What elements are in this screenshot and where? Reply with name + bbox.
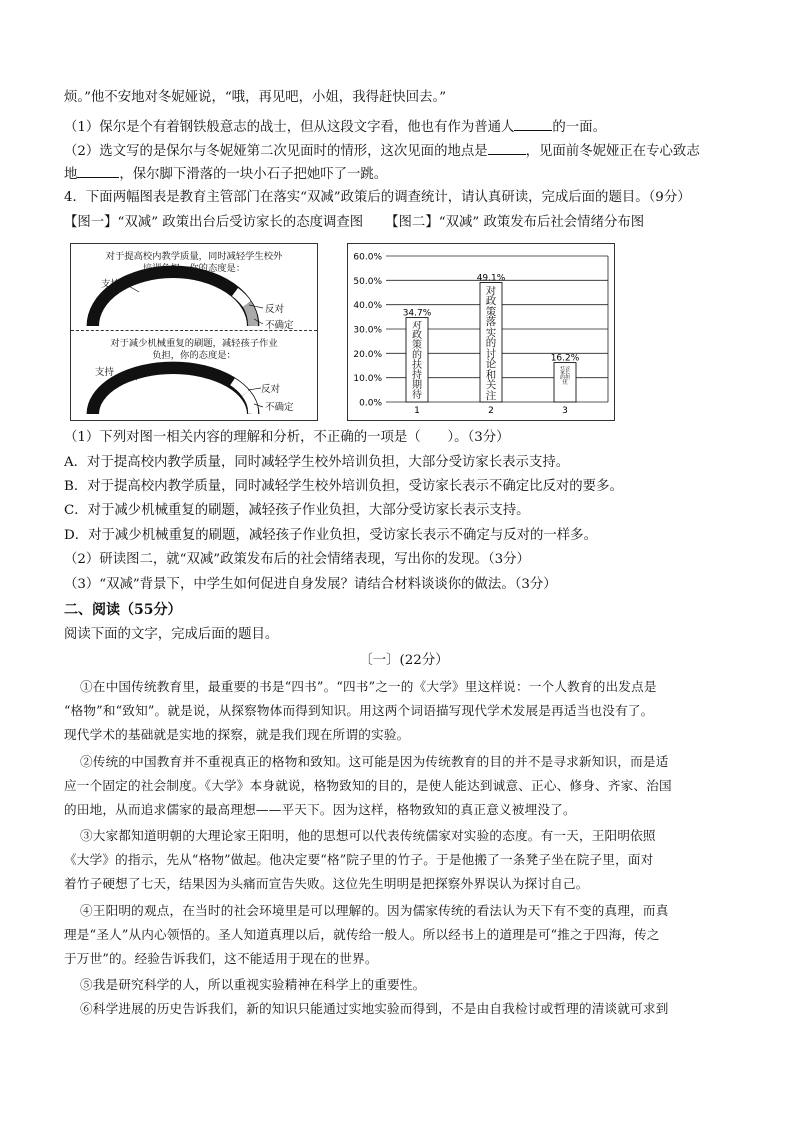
figure-1-title: 【图一】“双减” 政策出台后受访家长的态度调查图 <box>64 215 364 230</box>
bar-text: 对政策的扶持期待 <box>411 320 423 401</box>
label-oppose-1: 反对 <box>265 304 285 315</box>
y-tick-label: 30.0% <box>353 325 382 336</box>
paragraph-1-line-1: ①在中国传统教育里，最重要的书是“四书”。“四书”之一的《大学》里这样说：一个人教育的出发点是 <box>80 679 657 694</box>
figure-1-divider <box>71 330 317 331</box>
question-1: （1）保尔是个有着钢铁般意志的战士，但从这段文字看，他也有作为普通人 的一面。 <box>64 116 744 138</box>
bar-text: 对政策落实的讨论和关注 <box>485 285 497 401</box>
paragraph-4-line-1: ④王阳明的观点，在当时的社会环境里是可以理解的。因为儒家传统的看法认为天下有不变的真理，而真 <box>80 903 669 918</box>
section-2-heading: 二、阅读（55分） <box>64 602 182 618</box>
text-line-1: 烦。”他不安地对冬妮娅说，“哦，再见吧，小姐，我得赶快回去。” <box>64 90 447 105</box>
figure-2-title: 【图二】“双减” 政策发布后社会情绪分布图 <box>385 215 645 230</box>
figure-1-question-2-line-1: 对于减少机械重复的刷题，减轻孩子作业 <box>110 338 278 349</box>
figure-1-question-2-line-2: 负担，你的态度是： <box>152 350 236 361</box>
paragraph-1-line-2: “格物”和“致知”。就是说，从探察物体而得到知识。用这两个词语描写现代学术发展是再适当也没有了。 <box>64 703 654 718</box>
paragraph-3-line-1: ③大家都知道明朝的大理论家王阳明，他的思想可以代表传统儒家对实验的态度。有一天，王阳明依照 <box>80 828 656 843</box>
paragraph-2-line-1: ②传统的中国教育并不重视真正的格物和致知。这可能是因为传统教育的目的并不是寻求新知识，而是适 <box>80 754 669 769</box>
label-support-1: 支持 <box>101 279 121 290</box>
figure-1-attitude-survey <box>70 243 318 421</box>
reading-intro: 阅读下面的文字，完成后面的题目。 <box>64 627 279 642</box>
x-tick-label: 2 <box>488 406 494 416</box>
paragraph-2-line-2: 应一个固定的社会制度。《大学》本身就说，格物致知的目的，是使人能达到诚意、正心、修身、齐家、治国 <box>64 778 672 793</box>
option-d[interactable]: D．对于减少机械重复的刷题，减轻孩子作业负担，受访家长表示不确定与反对的一样多。 <box>64 528 597 543</box>
label-unsure-1: 不确定 <box>265 320 294 331</box>
x-tick-label: 1 <box>414 406 420 416</box>
answer-blank-1[interactable] <box>514 116 552 131</box>
subquestion-2: （2）研读图二，就“双减”政策发布后的社会情绪表现，写出你的发现。（3分） <box>64 552 530 567</box>
bar-text: 社会家长的担忧 <box>559 365 571 386</box>
label-support-2: 支持 <box>95 367 115 378</box>
figure-2-chart-svg <box>348 244 614 420</box>
subquestion-1: （1）下列对图一相关内容的理解和分析，不正确的一项是（ ）。（3分） <box>64 430 510 445</box>
figure-1-question-1-line-2: 培训负担，你的态度是： <box>142 263 246 274</box>
x-tick-label: 3 <box>562 406 568 416</box>
part-1-heading: 〔一〕(22分） <box>359 653 449 668</box>
option-c[interactable]: C．对于减少机械重复的刷题，减轻孩子作业负担，大部分受访家长表示支持。 <box>64 503 530 518</box>
y-tick-label: 10.0% <box>353 374 382 385</box>
paragraph-3-line-3: 着竹子硬想了七天，结果因为头痛而宣告失败。这位先生明明是把探察外界误认为探讨自己。 <box>64 876 589 891</box>
bar-value-label: 34.7% <box>402 308 432 319</box>
answer-blank-2[interactable] <box>488 140 526 155</box>
y-tick-label: 20.0% <box>353 349 382 360</box>
bar-value-label: 49.1% <box>476 273 506 284</box>
label-unsure-2: 不确定 <box>265 402 294 413</box>
question-4: 4．下面两幅图表是教育主管部门在落实“双减”政策后的调查统计，请认真研读，完成后面的题目。（9分） <box>64 190 691 205</box>
label-oppose-2: 反对 <box>261 384 281 395</box>
subquestion-3: （3）“双减”背景下，中学生如何促进自身发展？请结合材料谈谈你的做法。（3分） <box>64 577 557 592</box>
option-b[interactable]: B．对于提高校内教学质量，同时减轻学生校外培训负担，受访家长表示不确定比反对的要多。 <box>64 479 623 494</box>
paragraph-1-line-3: 现代学术的基础就是实地的探察，就是我们现在所谓的实验。 <box>64 727 410 742</box>
paragraph-3-line-2: 《大学》的指示，先从“格物”做起。他决定要“格”院子里的竹子。于是他搬了一条凳子坐在院子里，面对 <box>64 852 654 867</box>
question-2: （2）选文写的是保尔与冬妮娅第二次见面时的情形，这次见面的地点是 ，见面前冬妮娅正在专心致志 <box>64 140 744 162</box>
paragraph-5: ⑤我是研究科学的人，所以重视实验精神在科学上的重要性。 <box>80 977 426 992</box>
bar-value-label: 16.2% <box>550 353 580 364</box>
y-tick-label: 60.0% <box>353 252 382 263</box>
y-tick-label: 0.0% <box>359 398 382 409</box>
paragraph-4-line-3: 于万世”的。经验告诉我们，这不能适用于现在的世界。 <box>64 951 378 966</box>
y-tick-label: 40.0% <box>353 301 382 312</box>
question-2-cont: 地 ，保尔脚下滑落的一块小石子把她吓了一跳。 <box>64 163 744 185</box>
figure-titles <box>64 213 744 233</box>
figure-1-question-1-line-1: 对于提高校内教学质量，同时减轻学生校外 <box>105 251 283 262</box>
answer-blank-3[interactable] <box>77 163 119 178</box>
paragraph-6-line-1: ⑥科学进展的历史告诉我们，新的知识只能通过实地实验而得到，不是由自我检讨或哲理的清谈就可求到 <box>80 1001 669 1016</box>
paragraph-4-line-2: 理是“圣人”从内心领悟的。圣人知道真理以后，就传给一般人。所以经书上的道理是可“推之于四海，传之 <box>64 927 660 942</box>
figure-2-emotion-chart <box>347 243 615 421</box>
paragraph-2-line-3: 的田地，从而追求儒家的最高理想——平天下。因为这样，格物致知的真正意义被埋没了。 <box>64 802 576 817</box>
option-a[interactable]: A．对于提高校内教学质量，同时减轻学生校外培训负担，大部分受访家长表示支持。 <box>64 455 570 470</box>
y-tick-label: 50.0% <box>353 276 382 287</box>
